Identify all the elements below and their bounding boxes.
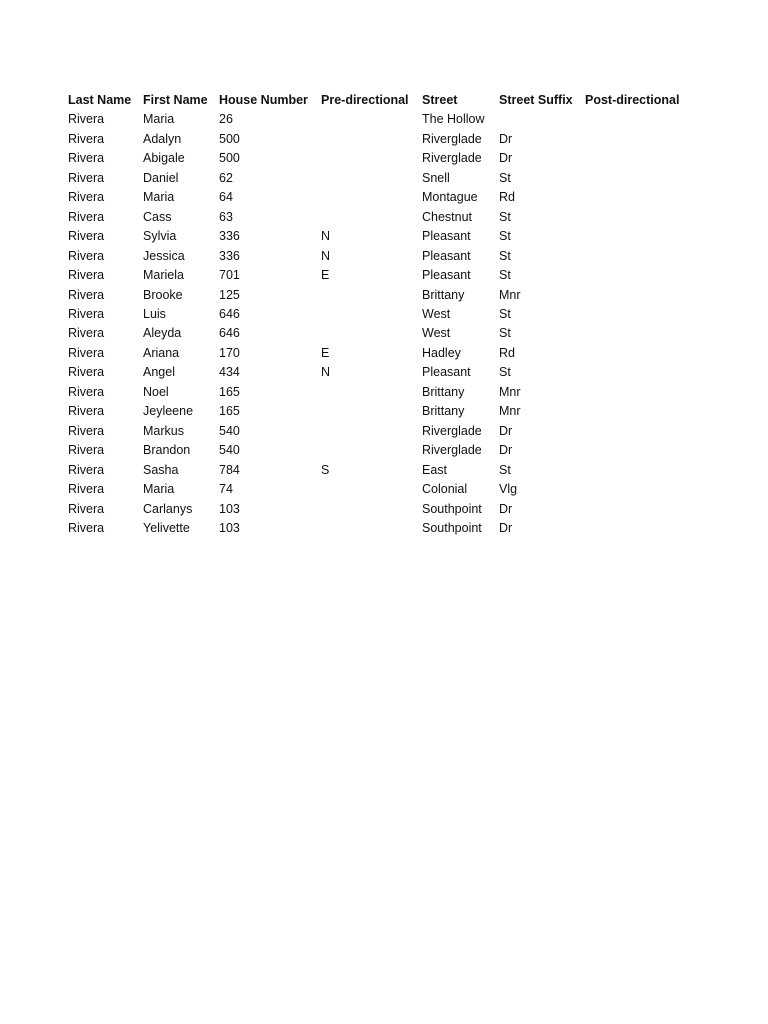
cell-street: Pleasant [422, 248, 471, 263]
cell-house-number: 74 [219, 482, 233, 497]
cell-post-directional [585, 402, 695, 421]
cell-street: Brittany [422, 287, 465, 302]
cell-pre-directional: E [321, 268, 330, 283]
cell-pre-directional [321, 208, 422, 227]
cell-last-name: Rivera [68, 248, 105, 263]
table-row [68, 266, 695, 285]
cell-last-name: Rivera [68, 170, 105, 185]
cell-first-name: Carlanys [143, 501, 193, 516]
cell-first-name: Cass [143, 209, 172, 224]
cell-house-number: 26 [219, 112, 233, 127]
cell-post-directional [585, 266, 695, 285]
cell-last-name: Rivera [68, 365, 105, 380]
cell-street-suffix: Mnr [499, 287, 521, 302]
table-row [68, 130, 695, 149]
cell-pre-directional [321, 441, 422, 460]
cell-street: East [422, 462, 448, 477]
cell-post-directional [585, 324, 695, 343]
cell-last-name: Rivera [68, 423, 105, 438]
cell-house-number: 701 [219, 268, 240, 283]
cell-street-suffix: St [499, 462, 511, 477]
cell-street-suffix: Dr [499, 151, 513, 166]
cell-house-number: 103 [219, 501, 240, 516]
cell-first-name: Jessica [143, 248, 185, 263]
cell-first-name: Adalyn [143, 131, 182, 146]
cell-post-directional [585, 286, 695, 305]
column-header-street-suffix: Street Suffix [499, 93, 573, 107]
cell-street: Pleasant [422, 268, 471, 283]
cell-last-name: Rivera [68, 345, 105, 360]
cell-street-suffix: Vlg [499, 482, 518, 497]
cell-house-number: 540 [219, 443, 240, 458]
cell-last-name: Rivera [68, 229, 105, 244]
column-header-first-name: First Name [143, 93, 208, 107]
cell-street-suffix: Dr [499, 501, 513, 516]
table-row [68, 383, 695, 402]
cell-street: The Hollow [422, 112, 485, 127]
cell-house-number: 170 [219, 345, 240, 360]
cell-post-directional [585, 519, 695, 538]
cell-street: Snell [422, 170, 450, 185]
cell-last-name: Rivera [68, 384, 105, 399]
cell-last-name: Rivera [68, 306, 105, 321]
cell-house-number: 165 [219, 404, 240, 419]
column-header-last-name: Last Name [68, 93, 132, 107]
cell-post-directional [585, 383, 695, 402]
cell-house-number: 434 [219, 365, 240, 380]
cell-street-suffix: Rd [499, 345, 515, 360]
cell-last-name: Rivera [68, 287, 105, 302]
cell-house-number: 125 [219, 287, 240, 302]
column-header-pre-directional: Pre-directional [321, 93, 409, 107]
cell-post-directional [585, 422, 695, 441]
cell-house-number: 336 [219, 229, 240, 244]
table-row [68, 480, 695, 499]
cell-first-name: Ariana [143, 345, 180, 360]
cell-first-name: Mariela [143, 268, 184, 283]
table-body [68, 110, 695, 538]
cell-house-number: 500 [219, 151, 240, 166]
cell-street-suffix: Rd [499, 190, 515, 205]
table-row [68, 441, 695, 460]
cell-street: Riverglade [422, 443, 482, 458]
cell-post-directional [585, 461, 695, 480]
table-row [68, 422, 695, 441]
cell-last-name: Rivera [68, 443, 105, 458]
cell-last-name: Rivera [68, 326, 105, 341]
cell-first-name: Sylvia [143, 229, 177, 244]
cell-pre-directional [321, 402, 422, 421]
table-row [68, 286, 695, 305]
column-header-post-directional: Post-directional [585, 93, 680, 107]
cell-house-number: 784 [219, 462, 240, 477]
cell-street: West [422, 306, 451, 321]
cell-pre-directional: N [321, 248, 331, 263]
cell-pre-directional [321, 324, 422, 343]
table-row [68, 110, 695, 129]
cell-pre-directional [321, 480, 422, 499]
table-row [68, 324, 695, 343]
cell-house-number: 646 [219, 306, 240, 321]
cell-street-suffix: St [499, 209, 511, 224]
table-row [68, 402, 695, 421]
cell-first-name: Brooke [143, 287, 183, 302]
cell-last-name: Rivera [68, 520, 105, 535]
cell-post-directional [585, 480, 695, 499]
column-header-street: Street [422, 93, 458, 107]
cell-pre-directional [321, 383, 422, 402]
cell-street-suffix [499, 110, 585, 129]
cell-last-name: Rivera [68, 131, 105, 146]
cell-pre-directional [321, 422, 422, 441]
cell-street-suffix: St [499, 170, 511, 185]
cell-pre-directional [321, 188, 422, 207]
cell-street-suffix: St [499, 229, 511, 244]
cell-post-directional [585, 149, 695, 168]
cell-pre-directional: N [321, 365, 331, 380]
cell-pre-directional: S [321, 462, 330, 477]
cell-street-suffix: Dr [499, 131, 513, 146]
cell-last-name: Rivera [68, 151, 105, 166]
cell-first-name: Brandon [143, 443, 191, 458]
table-row [68, 208, 695, 227]
cell-first-name: Yelivette [143, 520, 190, 535]
header-row [68, 91, 695, 110]
cell-post-directional [585, 500, 695, 519]
cell-street: Montague [422, 190, 478, 205]
table-row [68, 169, 695, 188]
cell-first-name: Angel [143, 365, 175, 380]
cell-pre-directional [321, 169, 422, 188]
cell-house-number: 500 [219, 131, 240, 146]
address-table-container [68, 91, 695, 538]
cell-first-name: Sasha [143, 462, 179, 477]
cell-pre-directional [321, 149, 422, 168]
cell-house-number: 64 [219, 190, 233, 205]
cell-last-name: Rivera [68, 209, 105, 224]
table-row [68, 363, 695, 382]
cell-last-name: Rivera [68, 404, 105, 419]
cell-house-number: 103 [219, 520, 240, 535]
cell-last-name: Rivera [68, 112, 105, 127]
cell-street-suffix: Mnr [499, 404, 521, 419]
cell-street: West [422, 326, 451, 341]
table-row [68, 461, 695, 480]
cell-post-directional [585, 188, 695, 207]
cell-last-name: Rivera [68, 482, 105, 497]
cell-post-directional [585, 227, 695, 246]
cell-street: Southpoint [422, 520, 482, 535]
cell-pre-directional [321, 305, 422, 324]
cell-house-number: 63 [219, 209, 233, 224]
cell-house-number: 62 [219, 170, 233, 185]
cell-street-suffix: Dr [499, 443, 513, 458]
cell-street-suffix: Dr [499, 423, 513, 438]
table-row [68, 305, 695, 324]
cell-last-name: Rivera [68, 501, 105, 516]
table-row [68, 149, 695, 168]
cell-street-suffix: St [499, 326, 511, 341]
table-row [68, 188, 695, 207]
cell-house-number: 646 [219, 326, 240, 341]
cell-first-name: Markus [143, 423, 184, 438]
cell-pre-directional [321, 286, 422, 305]
address-table [68, 91, 695, 538]
cell-street: Hadley [422, 345, 461, 360]
cell-house-number: 540 [219, 423, 240, 438]
cell-first-name: Aleyda [143, 326, 182, 341]
cell-first-name: Abigale [143, 151, 185, 166]
cell-street: Southpoint [422, 501, 482, 516]
cell-first-name: Maria [143, 112, 175, 127]
cell-pre-directional: N [321, 229, 331, 244]
cell-post-directional [585, 208, 695, 227]
cell-street: Pleasant [422, 229, 471, 244]
cell-post-directional [585, 441, 695, 460]
cell-pre-directional: E [321, 345, 330, 360]
cell-pre-directional [321, 130, 422, 149]
cell-last-name: Rivera [68, 462, 105, 477]
table-row [68, 247, 695, 266]
cell-pre-directional [321, 110, 422, 129]
cell-street: Riverglade [422, 131, 482, 146]
table-row [68, 500, 695, 519]
cell-post-directional [585, 110, 695, 129]
cell-post-directional [585, 363, 695, 382]
cell-first-name: Noel [143, 384, 169, 399]
cell-first-name: Maria [143, 482, 175, 497]
cell-post-directional [585, 247, 695, 266]
cell-street: Chestnut [422, 209, 473, 224]
table-row [68, 227, 695, 246]
cell-street: Colonial [422, 482, 468, 497]
cell-street: Riverglade [422, 151, 482, 166]
cell-first-name: Daniel [143, 170, 179, 185]
cell-street-suffix: St [499, 268, 511, 283]
cell-post-directional [585, 344, 695, 363]
column-header-house-number: House Number [219, 93, 308, 107]
cell-house-number: 165 [219, 384, 240, 399]
cell-last-name: Rivera [68, 268, 105, 283]
cell-street-suffix: St [499, 248, 511, 263]
cell-post-directional [585, 169, 695, 188]
cell-street-suffix: Dr [499, 520, 513, 535]
cell-street: Brittany [422, 384, 465, 399]
cell-post-directional [585, 130, 695, 149]
cell-first-name: Jeyleene [143, 404, 194, 419]
cell-house-number: 336 [219, 248, 240, 263]
cell-street-suffix: St [499, 365, 511, 380]
cell-street-suffix: St [499, 306, 511, 321]
table-row [68, 344, 695, 363]
cell-pre-directional [321, 519, 422, 538]
cell-first-name: Maria [143, 190, 175, 205]
cell-street-suffix: Mnr [499, 384, 521, 399]
cell-street: Brittany [422, 404, 465, 419]
cell-street: Riverglade [422, 423, 482, 438]
cell-last-name: Rivera [68, 190, 105, 205]
table-row [68, 519, 695, 538]
cell-first-name: Luis [143, 306, 166, 321]
cell-street: Pleasant [422, 365, 471, 380]
cell-post-directional [585, 305, 695, 324]
cell-pre-directional [321, 500, 422, 519]
